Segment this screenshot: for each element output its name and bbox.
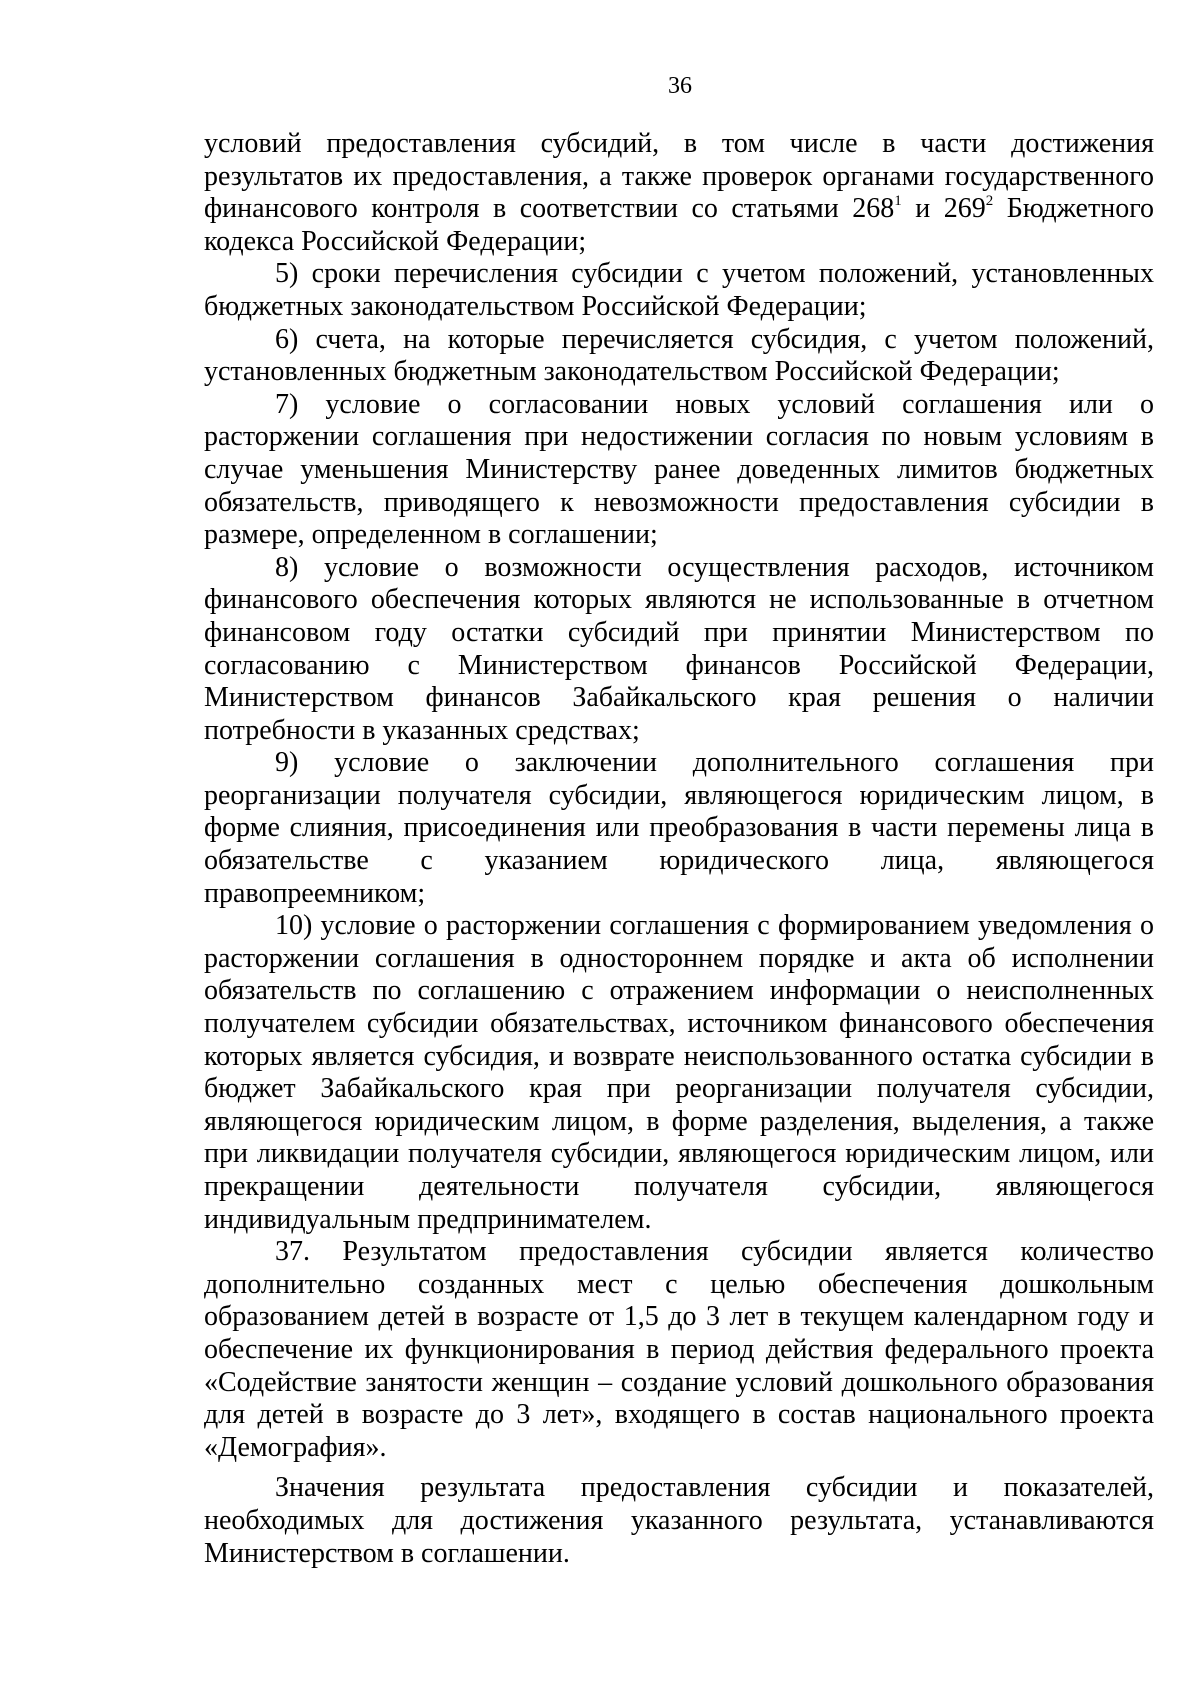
paragraph-item-5: 5) сроки перечисления субсидии с учетом положений, установленных бюджетных законодательством Российской Федерации;	[204, 258, 1154, 322]
paragraph-item-8: 8) условие о возможности осуществления расходов, источником финансового обеспечения которых являются не использованные в отчетном финансовом году остатки субсидий при принятии Министерством по согласованию с Министерством финансов Российской Федерации, Министерством финансов Забайкальского края решения о наличии потребности в указанных средствах;	[204, 551, 1154, 746]
document-body	[204, 128, 1154, 1570]
paragraph-item-10: 10) условие о расторжении соглашения с формированием уведомления о расторжении соглашения в одностороннем порядке и акта об исполнении обязательств по соглашению с отражением информации о неисполненных получателем субсидии обязательствах, источником финансового обеспечения которых является субсидия, и возврате неиспользованного остатка субсидии в бюджет Забайкальского края при реорганизации получателя субсидии, являющегося юридическим лицом, в форме разделения, выделения, а также при ликвидации получателя субсидии, являющегося юридическим лицом, или прекращении деятельности получателя субсидии, являющегося индивидуальным предпринимателем.	[204, 910, 1154, 1235]
paragraph-result-values: Значения результата предоставления субсидии и показателей, необходимых для достижения указанного результата, устанавливаются Министерством в соглашении.	[204, 1472, 1154, 1569]
paragraph-text: Бюджетного кодекса Российской Федерации;	[204, 193, 1154, 257]
superscript-1: 1	[894, 193, 902, 210]
paragraph-text: и 269	[901, 193, 986, 225]
page-number: 36	[668, 73, 692, 99]
paragraph-item-6: 6) счета, на которые перечисляется субсидия, с учетом положений, установленных бюджетным законодательством Российской Федерации;	[204, 323, 1154, 388]
superscript-2: 2	[985, 193, 994, 210]
paragraph-37: 37. Результатом предоставления субсидии является количество дополнительно созданных мест с целью обеспечения дошкольным образованием детей в возрасте от 1,5 до 3 лет в текущем календарном году и обеспечение их функционирования в период действия федерального проекта «Содействие занятости женщин – создание условий дошкольного образования для детей в возрасте до 3 лет», входящего в состав национального проекта «Демография».	[204, 1236, 1154, 1463]
paragraph-item-7: 7) условие о согласовании новых условий соглашения или о расторжении соглашения при недостижении согласия по новым условиям в случае уменьшения Министерству ранее доведенных лимитов бюджетных обязательств, приводящего к невозможности предоставления субсидии в размере, определенном в соглашении;	[204, 388, 1154, 551]
paragraph-item-9: 9) условие о заключении дополнительного соглашения при реорганизации получателя субсидии, являющегося юридическим лицом, в форме слияния, присоединения или преобразования в части перемены лица в обязательстве с указанием юридического лица, являющегося правопреемником;	[204, 747, 1154, 909]
paragraph-continuation	[204, 128, 1154, 258]
paragraph-text: условий предоставления субсидий, в том числе в части достижения результатов их предоставления, а также проверок органами государственного финансового контроля в соответствии со статьями 268	[204, 128, 1154, 225]
